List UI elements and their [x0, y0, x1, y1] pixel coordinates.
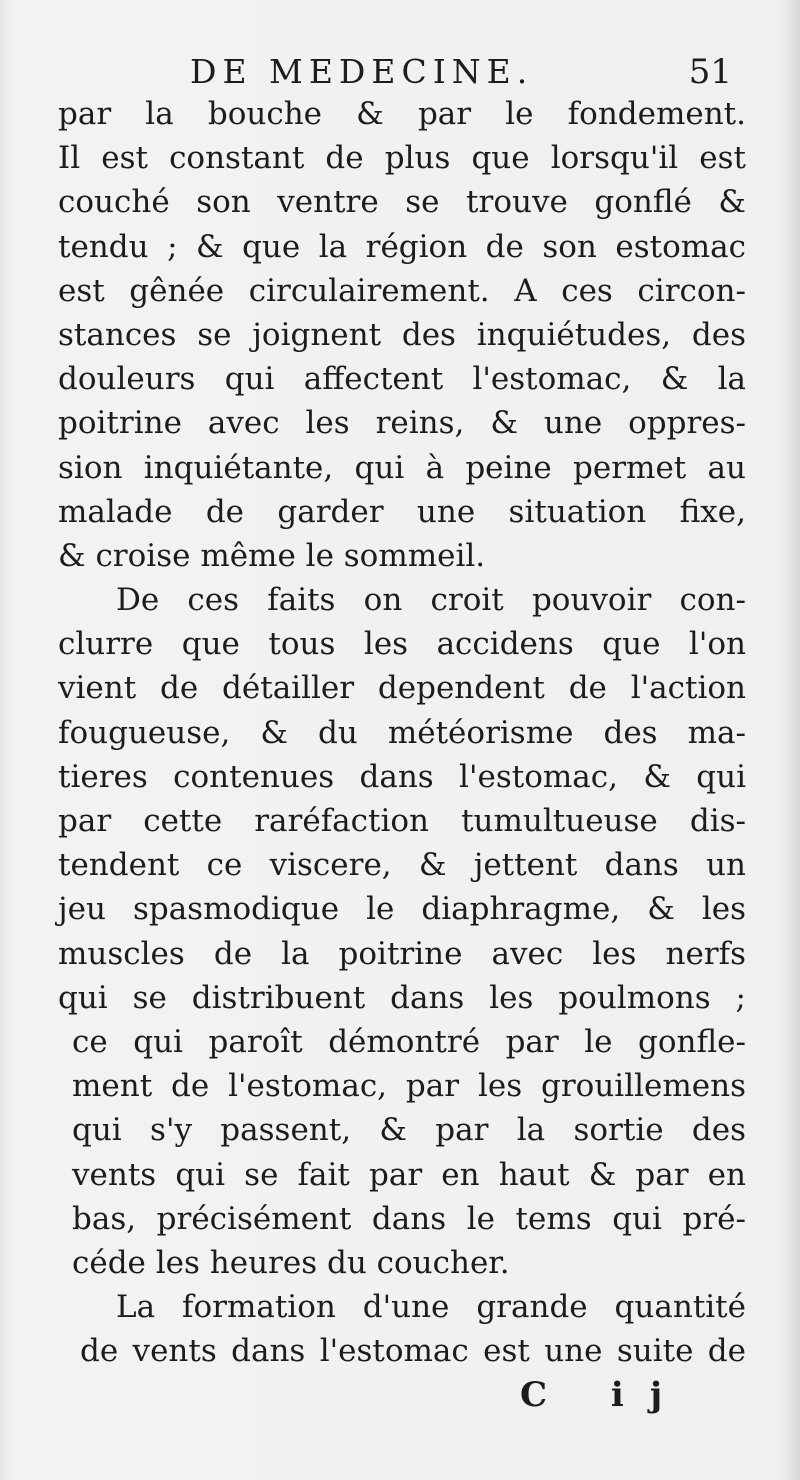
text-line: fougueuse, & du météorisme des ma- — [58, 714, 746, 751]
text-line: qui s'y passent, & par la sortie des — [72, 1112, 746, 1149]
text-line: par cette raréfaction tumultueuse dis- — [58, 803, 746, 839]
text-line: De ces faits on croit pouvoir con- — [116, 582, 746, 619]
page-number: 51 — [688, 52, 732, 92]
body-text — [58, 92, 746, 1373]
text-line: ment de l'estomac, par les grouillemens — [72, 1068, 746, 1105]
text-line: par la bouche & par le fondement. — [58, 96, 746, 132]
text-line: de vents dans l'estomac est une suite de — [80, 1333, 746, 1370]
text-line: & croise même le sommeil. — [58, 537, 486, 574]
running-title: DE MEDECINE. — [190, 52, 534, 91]
text-line: sion inquiétante, qui à peine permet au — [58, 449, 746, 486]
text-line: douleurs qui affectent l'estomac, & la — [58, 361, 746, 398]
text-line: ce qui paroît démontré par le gonfle- — [72, 1023, 746, 1060]
text-line: vient de détailler dependent de l'action — [58, 670, 746, 707]
text-line: stances se joignent des inquiétudes, des — [58, 316, 746, 353]
text-line: tendu ; & que la région de son estomac — [58, 228, 746, 265]
text-line: couché son ventre se trouve gonflé & — [58, 184, 746, 221]
text-line: jeu spasmodique le diaphragme, & les — [58, 891, 746, 928]
text-line: vents qui se fait par en haut & par en — [72, 1156, 746, 1193]
running-head — [60, 50, 740, 94]
text-line: muscles de la poitrine avec les nerfs — [58, 935, 746, 972]
text-line: tendent ce viscere, & jettent dans un — [58, 847, 746, 884]
text-line: malade de garder une situation fixe, — [58, 493, 746, 530]
signature-mark: C ij — [520, 1375, 689, 1415]
text-line: bas, précisément dans le tems qui pré- — [72, 1200, 746, 1237]
text-line: Il est constant de plus que lorsqu'il est — [58, 140, 746, 177]
text-line: qui se distribuent dans les poulmons ; — [58, 979, 746, 1016]
text-line: céde les heures du coucher. — [72, 1244, 510, 1281]
text-line: La formation d'une grande quantité — [116, 1289, 746, 1326]
text-line: tieres contenues dans l'estomac, & qui — [58, 758, 746, 795]
text-line: poitrine avec les reins, & une oppres- — [58, 405, 746, 442]
text-line: est gênée circulairement. A ces circon- — [58, 272, 746, 309]
text-line: clurre que tous les accidens que l'on — [58, 626, 746, 663]
